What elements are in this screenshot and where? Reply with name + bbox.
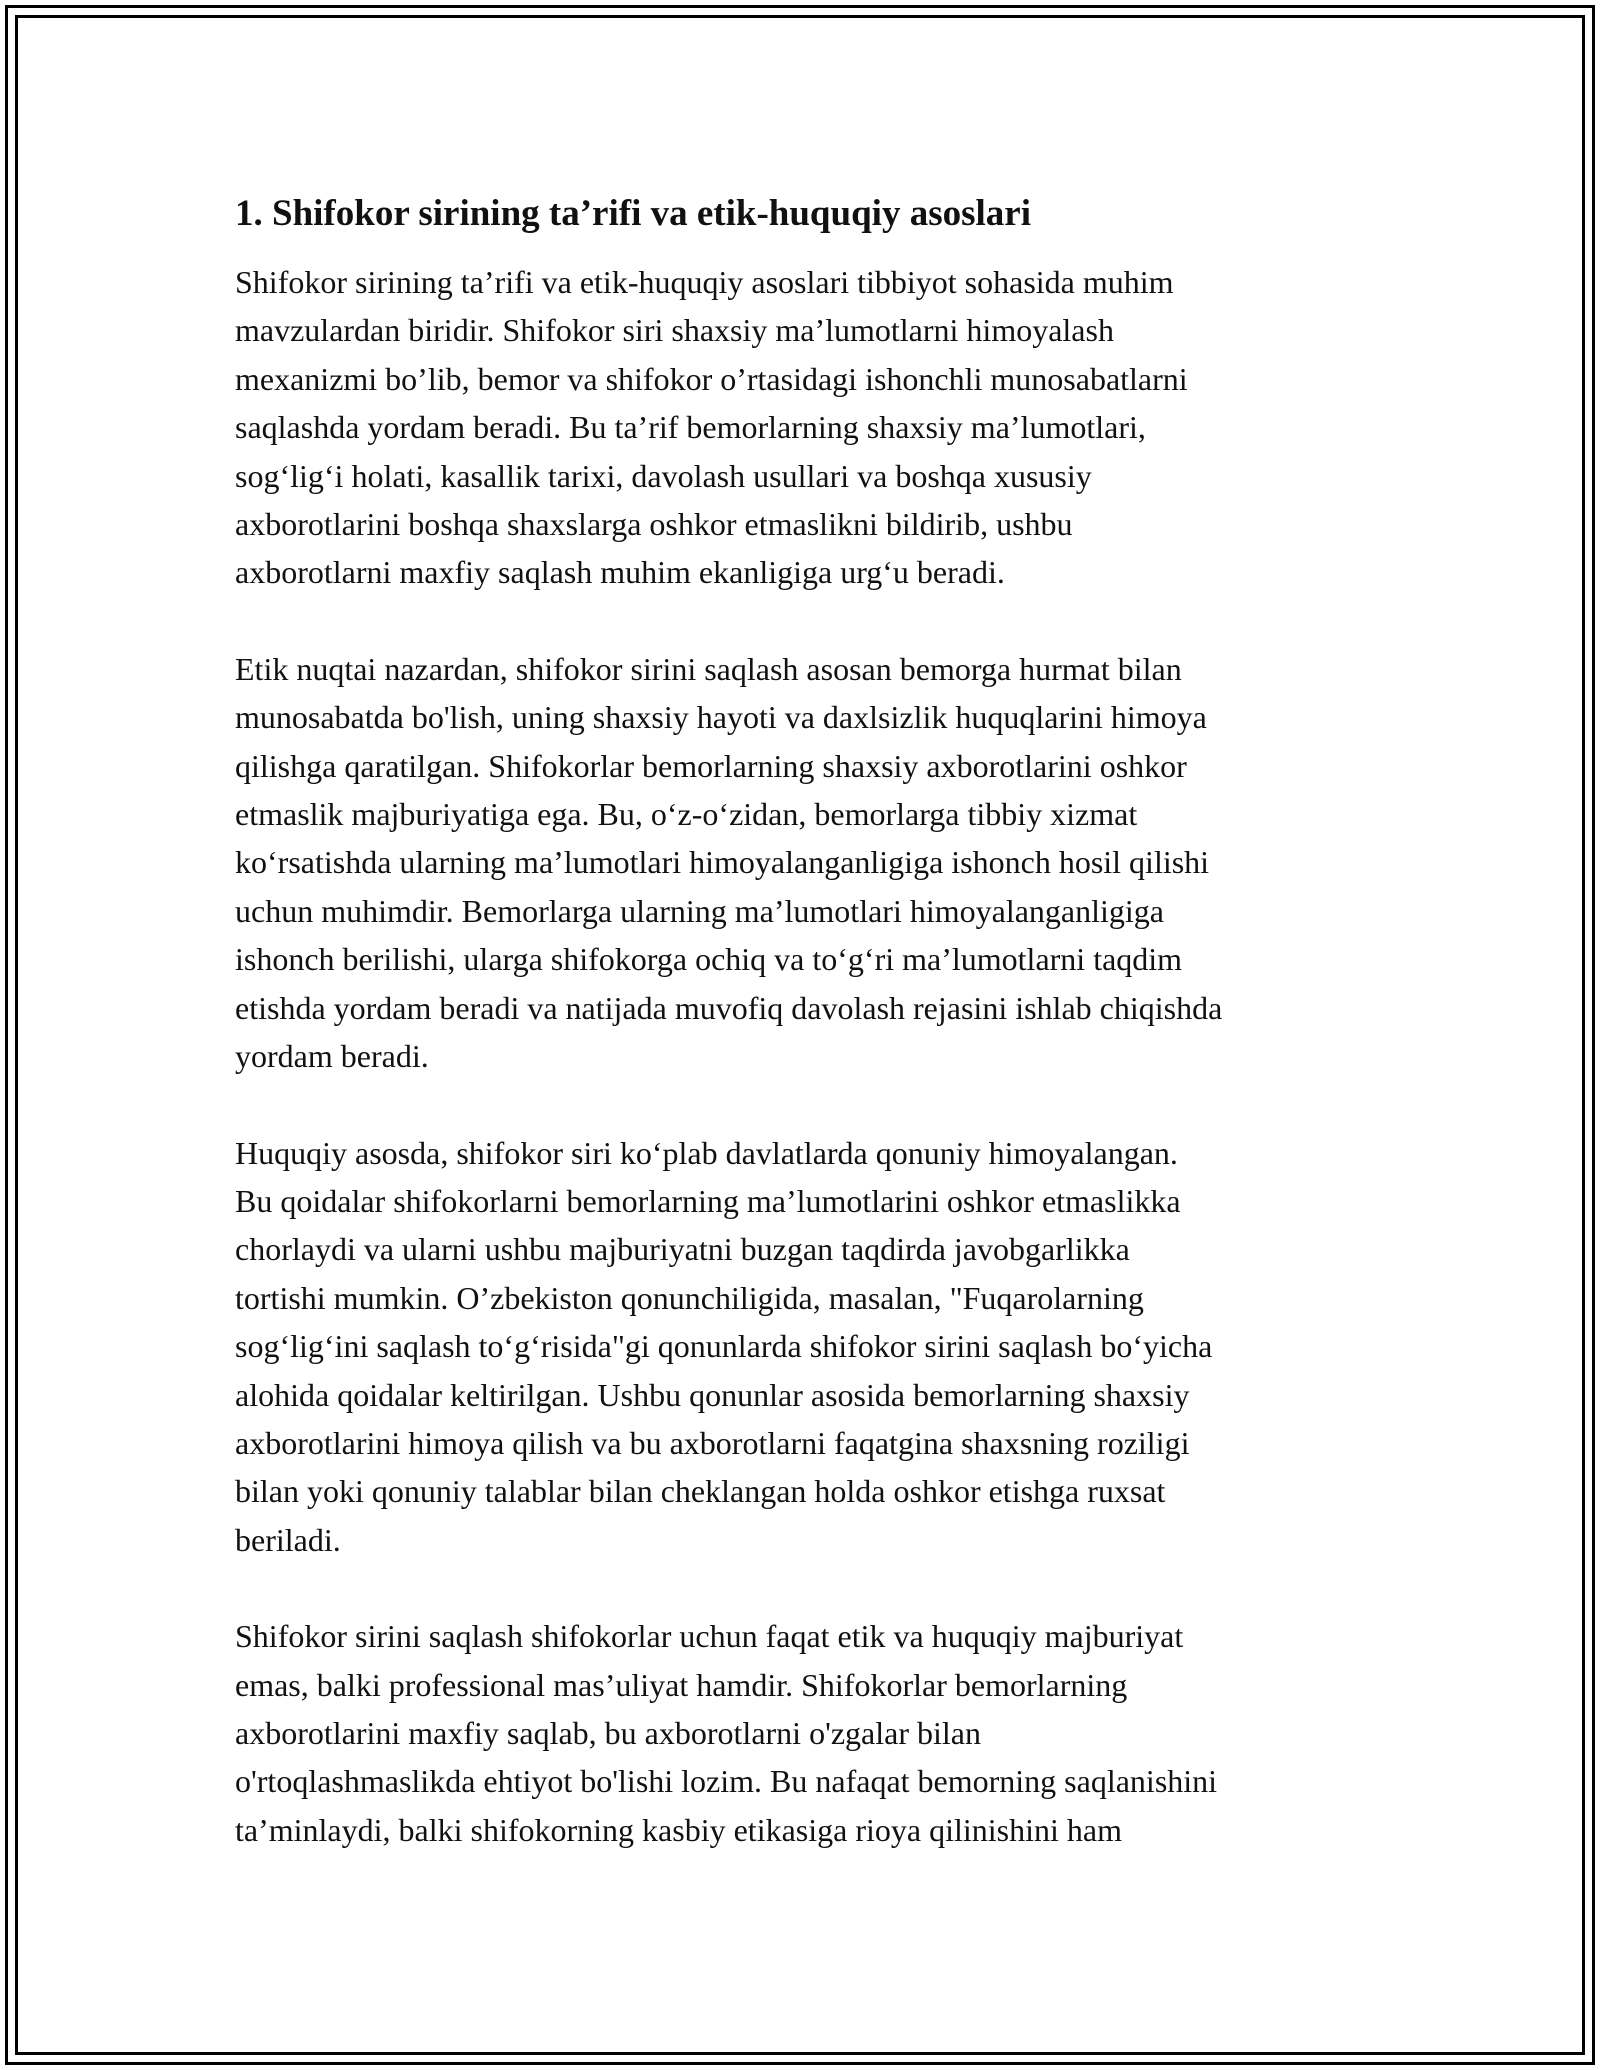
paragraph-ethical: Etik nuqtai nazardan, shifokor sirini saqlash asosan bemorga hurmat bilan munosabatda bo'lish, uning shaxsiy hayoti va daxlsizlik huquqlarini himoya qilishga qaratilgan. Shifokorlar bemorlarning shaxsiy axborotlarini oshkor etmaslik majburiyatiga ega. Bu, o‘z-o‘zidan, bemorlarga tibbiy xizmat ko‘rsatishda ularning ma’lumotlari himoyalanganligiga ishonch hosil qilishi uchun muhimdir. Bemorlarga ularning ma’lumotlari himoyalanganligiga ishonch berilishi, ularga shifokorga ochiq va to‘g‘ri ma’lumotlarni taqdim etishda yordam beradi va natijada muvofiq davolash rejasini ishlab chiqishda yordam beradi. <box>235 650 1223 1075</box>
paragraph-legal: Huquqiy asosda, shifokor siri ko‘plab davlatlarda qonuniy himoyalangan. Bu qoidalar shifokorlarni bemorlarning ma’lumotlarini oshkor etmaslikka chorlaydi va ularni ushbu majburiyatni buzgan taqdirda javobgarlikka tortishi mumkin. O’zbekiston qonunchiligida, masalan, "Fuqarolarning sog‘lig‘ini saqlash to‘g‘risida"gi qonunlarda shifokor sirini saqlash bo‘yicha alohida qoidalar keltirilgan. Ushbu qonunlar asosida bemorlarning shaxsiy axborotlarini himoya qilish va bu axborotlarni faqatgina shaxsning roziligi bilan yoki qonuniy talablar bilan cheklangan holda oshkor etishga ruxsat beriladi. <box>235 1134 1213 1558</box>
paragraph-definition: Shifokor sirining ta’rifi va etik-huquqiy asoslari tibbiyot sohasida muhim mavzulardan biridir. Shifokor siri shaxsiy ma’lumotlarni himoyalash mexanizmi bo’lib, bemor va shifokor o’rtasidagi ishonchli munosabatlarni saqlashda yordam beradi. Bu ta’rif bemorlarning shaxsiy ma’lumotlari, sog‘lig‘i holati, kasallik tarixi, davolash usullari va boshqa xususiy axborotlarini boshqa shaxslarga oshkor etmaslikni bildirib, ushbu axborotlarni maxfiy saqlash muhim ekanligiga urg‘u beradi. <box>235 264 1188 591</box>
paragraph-professional: Shifokor sirini saqlash shifokorlar uchun faqat etik va huquqiy majburiyat emas, balki professional mas’uliyat hamdir. Shifokorlar bemorlarning axborotlarini maxfiy saqlab, bu axborotlarni o'zgalar bilan o'rtoqlashmaslikda ehtiyot bo'lishi lozim. Bu nafaqat bemorning saqlanishini ta’minlaydi, balki shifokorning kasbiy etikasiga rioya qilinishini ham <box>235 1618 1218 1848</box>
document-body <box>235 188 1375 1854</box>
section-heading: 1. Shifokor sirining ta’rifi va etik-huquqiy asoslari <box>235 193 1031 234</box>
